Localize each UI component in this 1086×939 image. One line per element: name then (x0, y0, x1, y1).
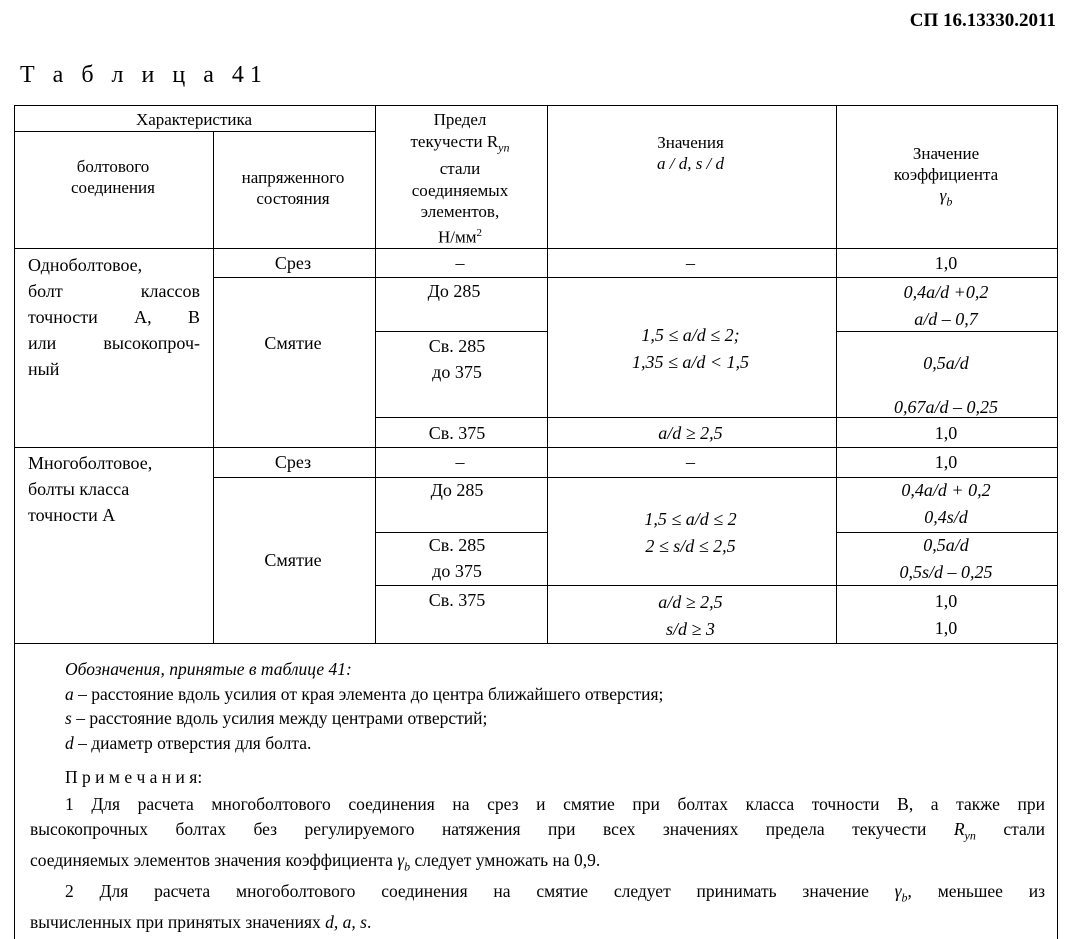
remark-text: стали (975, 818, 1045, 839)
remark1-line2 (30, 817, 1045, 848)
group1-row1-yield: До 285 (427, 281, 481, 301)
remark-text: соединяемых элементов значения коэффициента (30, 849, 398, 870)
group1-row1-coef (835, 279, 1057, 333)
grid-line (375, 331, 547, 332)
values-line: s/d ≥ 3 (666, 619, 715, 639)
group-name-line: точности А (28, 505, 116, 525)
designation-symbol: a (65, 683, 74, 704)
header-line: стали (439, 159, 481, 179)
remark1-line1: 1 Для расчета многоболтового соединения на срез и смятие при болтах класса точности В, а также при (65, 794, 1045, 814)
grid-line (15, 131, 375, 132)
remark-text: 2 Для расчета многоболтового соединения на смятие следует принимать значение (65, 880, 895, 901)
header-stress-state (212, 167, 374, 209)
group2-name (28, 450, 200, 528)
table-title: Т а б л и ц а 41 (20, 62, 268, 88)
group1-row3-yield: Св. 375 (428, 423, 486, 443)
header-line: болтового (76, 157, 150, 176)
subscript: b (404, 859, 411, 873)
coef-line: 0,5a/d (923, 535, 969, 555)
group2-row2-yield (374, 532, 540, 584)
coef-line: 0,67a/d – 0,25 (893, 397, 998, 417)
superscript: 2 (476, 226, 482, 239)
grid-line (15, 447, 1058, 448)
values-line: 2 ≤ s/d ≤ 2,5 (645, 536, 736, 556)
group1-crush-label: Смятие (264, 333, 322, 353)
header-formula: a / d, s / d (656, 154, 725, 173)
designation-symbol: s (65, 708, 72, 728)
designation-d (65, 731, 1045, 756)
header-line: соединяемых (411, 180, 509, 200)
remark1-line3 (30, 848, 1045, 879)
remark2-line2 (30, 910, 1045, 935)
group-name-line: болты класса (28, 479, 130, 499)
group2-row1-yield: До 285 (430, 480, 484, 500)
group2-row3-yield: Св. 375 (428, 590, 486, 610)
remark-text: . (366, 911, 372, 932)
gamma-b-symbol (835, 185, 1057, 212)
header-line: соединения (71, 178, 155, 197)
coef-line: a/d – 0,7 (914, 309, 978, 329)
remark-symbol: γ (894, 880, 902, 901)
designation-s (65, 706, 1045, 731)
yield-line: до 375 (432, 561, 482, 581)
header-coefficient (835, 143, 1057, 212)
designation-text: – расстояние вдоль усилия от края элемента до центра ближайшего отверстия; (73, 683, 664, 704)
remark2-line1 (30, 879, 1045, 910)
group1-row2-coef (835, 341, 1057, 429)
coef-line: 0,4a/d +0,2 (903, 282, 989, 302)
header-text: текучести R (410, 131, 499, 151)
header-line (374, 131, 546, 159)
coef-line: 1,0 (934, 618, 958, 638)
designation-text: – расстояние вдоль усилия между центрами отверстий; (71, 708, 488, 728)
subscript: b (901, 890, 908, 904)
header-line: напряженного (241, 168, 345, 187)
group-name-line: Многоболтовое, (28, 453, 153, 473)
group2-shear-label: Срез (274, 452, 312, 472)
designation-text: – диаметр отверстия для болта. (73, 732, 312, 753)
header-line: коэффициента (893, 165, 999, 184)
grid-line (213, 277, 1058, 278)
coef-line: 0,4a/d + 0,2 (901, 480, 991, 500)
group1-shear-coef: 1,0 (934, 253, 958, 273)
coef-line: 0,5s/d – 0,25 (899, 562, 993, 582)
group2-row3-coef (835, 588, 1057, 642)
remark-symbol: R (953, 818, 965, 839)
designation-a (65, 682, 1045, 707)
header-yield-limit (374, 109, 546, 248)
header-text: Н/мм (437, 227, 477, 247)
remark-text: , меньшее из (907, 880, 1045, 901)
group1-row3-coef: 1,0 (934, 423, 958, 443)
group1-name (28, 252, 200, 382)
subscript: yn (964, 828, 976, 842)
designation-symbol: d (65, 732, 74, 753)
group2-row1-coef (835, 477, 1057, 531)
group1-shear-values: – (686, 253, 695, 273)
remark-text: следует умножать на 0,9. (410, 849, 601, 870)
group1-row3-values: a/d ≥ 2,5 (658, 423, 723, 443)
group-name-line: точности А, В (28, 307, 200, 327)
remark-symbol: γ (397, 849, 405, 870)
header-line: Значения (657, 133, 724, 152)
group-name-line: болт классов (28, 281, 200, 301)
group-name-line: ный (28, 359, 60, 379)
remarks-body (30, 792, 1045, 934)
group2-shear-values: – (686, 452, 695, 472)
header-characteristic: Характеристика (135, 110, 253, 129)
group2-merged-values (546, 506, 835, 560)
yield-line: Св. 285 (428, 535, 486, 555)
group1-shear-label: Срез (274, 253, 312, 273)
header-values (546, 132, 835, 174)
values-line: 1,5 ≤ a/d ≤ 2 (644, 509, 737, 529)
values-line: 1,5 ≤ a/d ≤ 2; (641, 325, 740, 345)
remarks-title: П р и м е ч а н и я: (65, 767, 203, 787)
grid-line (15, 643, 1058, 644)
values-line: a/d ≥ 2,5 (658, 592, 723, 612)
group1-row2-yield (374, 333, 540, 385)
group-name-line: или высокопроч- (28, 333, 200, 353)
group2-shear-coef: 1,0 (934, 452, 958, 472)
group1-merged-values (546, 322, 835, 376)
header-line: элементов, (420, 202, 500, 222)
subscript: yn (498, 139, 510, 154)
remark-text: высокопрочных болтах без регулируемого натяжения при всех значениях предела текучести (30, 818, 954, 839)
header-line (374, 223, 546, 248)
subscript: b (946, 194, 953, 209)
header-line: Предел (433, 110, 487, 129)
coef-line: 0,4s/d (924, 507, 968, 527)
coef-line: 0,5a/d (923, 353, 969, 373)
yield-line: до 375 (432, 362, 482, 382)
group-name-line: Одноболтовое, (28, 255, 143, 275)
header-line: состояния (256, 189, 330, 208)
values-line: 1,35 ≤ a/d < 1,5 (631, 352, 750, 372)
remark-symbol: d, a, s (325, 911, 367, 932)
designations-title: Обозначения, принятые в таблице 41: (65, 659, 352, 679)
document-code: СП 16.13330.2011 (909, 10, 1056, 31)
group2-crush-label: Смятие (264, 550, 322, 570)
header-bolt-connection (14, 156, 212, 198)
group2-row2-coef (835, 532, 1057, 586)
remark-text: вычисленных при принятых значениях (30, 911, 326, 932)
group1-shear-yield: – (455, 253, 465, 273)
notes-section (65, 657, 1045, 790)
gamma-symbol: γ (939, 186, 947, 205)
header-line: Значение (912, 144, 980, 163)
group2-shear-yield: – (455, 452, 465, 472)
coef-line: 1,0 (934, 591, 958, 611)
group2-row3-values (546, 589, 835, 643)
grid-line (15, 248, 1058, 249)
yield-line: Св. 285 (428, 336, 486, 356)
